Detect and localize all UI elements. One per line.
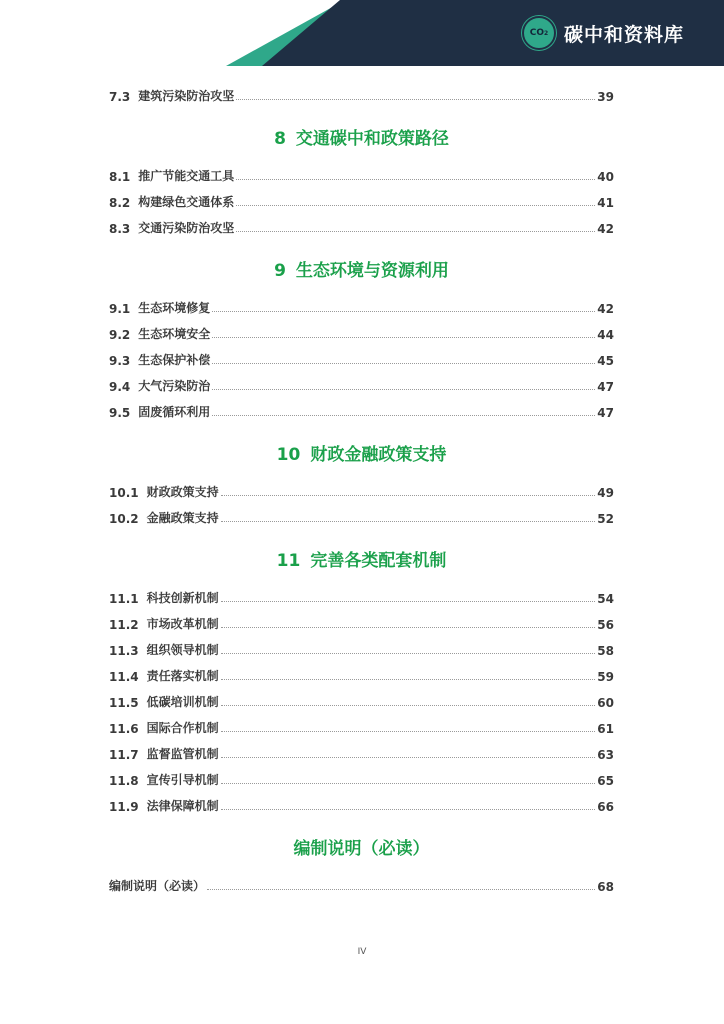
toc-entry-number: 11.9 [109, 800, 139, 814]
toc-dot-leader [221, 808, 596, 810]
toc-dot-leader [221, 600, 596, 602]
toc-dot-leader [212, 336, 595, 338]
toc-dot-leader [221, 704, 596, 706]
co2-badge-text: CO [529, 28, 545, 38]
toc-entry-page: 54 [597, 592, 614, 606]
toc-entry[interactable] [109, 692, 614, 710]
toc-entry-number: 9.1 [109, 302, 131, 316]
toc-section-heading[interactable] [109, 256, 614, 281]
toc-dot-leader [212, 362, 595, 364]
toc-entry-page: 44 [597, 328, 614, 342]
toc-entry[interactable] [109, 350, 614, 368]
toc-entry-page: 49 [597, 486, 614, 500]
toc-entry-page: 58 [597, 644, 614, 658]
toc-entry[interactable] [109, 666, 614, 684]
toc-entry-number: 8.3 [109, 222, 131, 236]
toc-dot-leader [236, 204, 595, 206]
section-title: 编制说明（必读） [293, 839, 430, 859]
toc-entry-title: 组织领导机制 [146, 643, 219, 657]
toc-entry[interactable] [109, 166, 614, 184]
toc-entry-page: 59 [597, 670, 614, 684]
toc-entry-title: 交通污染防治攻坚 [138, 221, 235, 235]
toc-entry-page: 40 [597, 170, 614, 184]
toc-entry[interactable] [109, 324, 614, 342]
toc-entry[interactable] [109, 218, 614, 236]
toc-entry[interactable] [109, 876, 614, 894]
toc-entry-number: 10.1 [109, 486, 139, 500]
toc-entry-number: 9.3 [109, 354, 131, 368]
toc-entry-page: 68 [597, 880, 614, 894]
toc-entry-page: 39 [597, 90, 614, 104]
toc-entry-title: 建筑污染防治攻坚 [138, 89, 235, 103]
toc-entry-number: 11.1 [109, 592, 139, 606]
toc-dot-leader [236, 98, 595, 100]
toc-entry-number: 9.2 [109, 328, 131, 342]
section-number: 8 [274, 129, 286, 149]
page-number: IV [357, 947, 367, 957]
toc-entry-title: 监督监管机制 [146, 747, 219, 761]
header-banner [0, 0, 724, 66]
toc-dot-leader [221, 730, 596, 732]
section-number: 9 [274, 261, 286, 281]
toc-entry-title: 低碳培训机制 [146, 695, 219, 709]
section-title: 完善各类配套机制 [310, 551, 447, 571]
toc-section-heading[interactable] [109, 834, 614, 859]
toc-entry-number: 11.7 [109, 748, 139, 762]
toc-entry-page: 56 [597, 618, 614, 632]
toc-entry-page: 61 [597, 722, 614, 736]
toc-entry-page: 41 [597, 196, 614, 210]
toc-section-heading[interactable] [109, 440, 614, 465]
toc-entry[interactable] [109, 614, 614, 632]
toc-entry-page: 42 [597, 302, 614, 316]
toc-entry-title: 编制说明（必读） [109, 879, 206, 893]
toc-dot-leader [221, 652, 596, 654]
toc-entry-number: 11.2 [109, 618, 139, 632]
toc-entry-title: 宣传引导机制 [146, 773, 219, 787]
toc-entry-page: 66 [597, 800, 614, 814]
toc-entry[interactable] [109, 770, 614, 788]
toc-entry-number: 11.6 [109, 722, 139, 736]
toc-dot-leader [236, 178, 595, 180]
toc-entry[interactable] [109, 482, 614, 500]
toc-entry[interactable] [109, 640, 614, 658]
toc-entry-number: 11.3 [109, 644, 139, 658]
toc-dot-leader [212, 310, 595, 312]
toc-entry-page: 60 [597, 696, 614, 710]
toc-entry-title: 法律保障机制 [146, 799, 219, 813]
toc-entry[interactable] [109, 718, 614, 736]
toc-entry[interactable] [109, 86, 614, 104]
toc-entry-title: 国际合作机制 [146, 721, 219, 735]
toc-entry-number: 11.8 [109, 774, 139, 788]
co2-badge-icon [522, 16, 556, 50]
toc-dot-leader [212, 388, 595, 390]
brand-logo [522, 18, 684, 48]
toc-entry-number: 8.2 [109, 196, 131, 210]
toc-section-heading[interactable] [109, 124, 614, 149]
section-title: 交通碳中和政策路径 [295, 129, 449, 149]
toc-entry-title: 财政政策支持 [146, 485, 219, 499]
toc-entry-title: 构建绿色交通体系 [138, 195, 235, 209]
toc-entry-page: 52 [597, 512, 614, 526]
toc-entry-title: 生态保护补偿 [138, 353, 211, 367]
section-title: 财政金融政策支持 [310, 445, 447, 465]
toc-entry-page: 63 [597, 748, 614, 762]
toc-entry-page: 47 [597, 406, 614, 420]
toc-dot-leader [236, 230, 595, 232]
toc-entry-number: 9.4 [109, 380, 131, 394]
toc-dot-leader [221, 678, 596, 680]
toc-entry-number: 10.2 [109, 512, 139, 526]
toc-entry-number: 8.1 [109, 170, 131, 184]
toc-entry[interactable] [109, 744, 614, 762]
toc-dot-leader [221, 756, 596, 758]
co2-badge-sub: 2 [544, 29, 549, 37]
toc-dot-leader [221, 782, 596, 784]
toc-entry-page: 47 [597, 380, 614, 394]
toc-entry-title: 责任落实机制 [146, 669, 219, 683]
toc-entry-title: 大气污染防治 [138, 379, 211, 393]
toc-entry-page: 42 [597, 222, 614, 236]
toc-dot-leader [207, 888, 595, 890]
section-number: 11 [276, 551, 301, 571]
toc-entry[interactable] [109, 298, 614, 316]
toc-entry-title: 固废循环利用 [138, 405, 211, 419]
toc-entry[interactable] [109, 588, 614, 606]
toc-entry[interactable] [109, 796, 614, 814]
toc-entry[interactable] [109, 376, 614, 394]
toc-entry[interactable] [109, 402, 614, 420]
toc-dot-leader [221, 494, 596, 496]
section-title: 生态环境与资源利用 [295, 261, 449, 281]
toc-entry-title: 科技创新机制 [146, 591, 219, 605]
section-number: 10 [276, 445, 301, 465]
toc-section-heading[interactable] [109, 546, 614, 571]
toc-entry-title: 金融政策支持 [146, 511, 219, 525]
toc-entry-title: 推广节能交通工具 [138, 169, 235, 183]
toc-entry-number: 7.3 [109, 90, 131, 104]
toc-entry[interactable] [109, 192, 614, 210]
toc-dot-leader [221, 626, 596, 628]
toc-entry-number: 11.5 [109, 696, 139, 710]
toc-entry[interactable] [109, 508, 614, 526]
toc-entry-title: 生态环境修复 [138, 301, 211, 315]
toc-entry-title: 生态环境安全 [138, 327, 211, 341]
toc-dot-leader [212, 414, 595, 416]
toc-dot-leader [221, 520, 596, 522]
toc-entry-page: 45 [597, 354, 614, 368]
toc-entry-page: 65 [597, 774, 614, 788]
toc-entry-number: 9.5 [109, 406, 131, 420]
toc-entry-number: 11.4 [109, 670, 139, 684]
toc-entry-title: 市场改革机制 [146, 617, 219, 631]
brand-title: 碳中和资料库 [564, 23, 685, 46]
